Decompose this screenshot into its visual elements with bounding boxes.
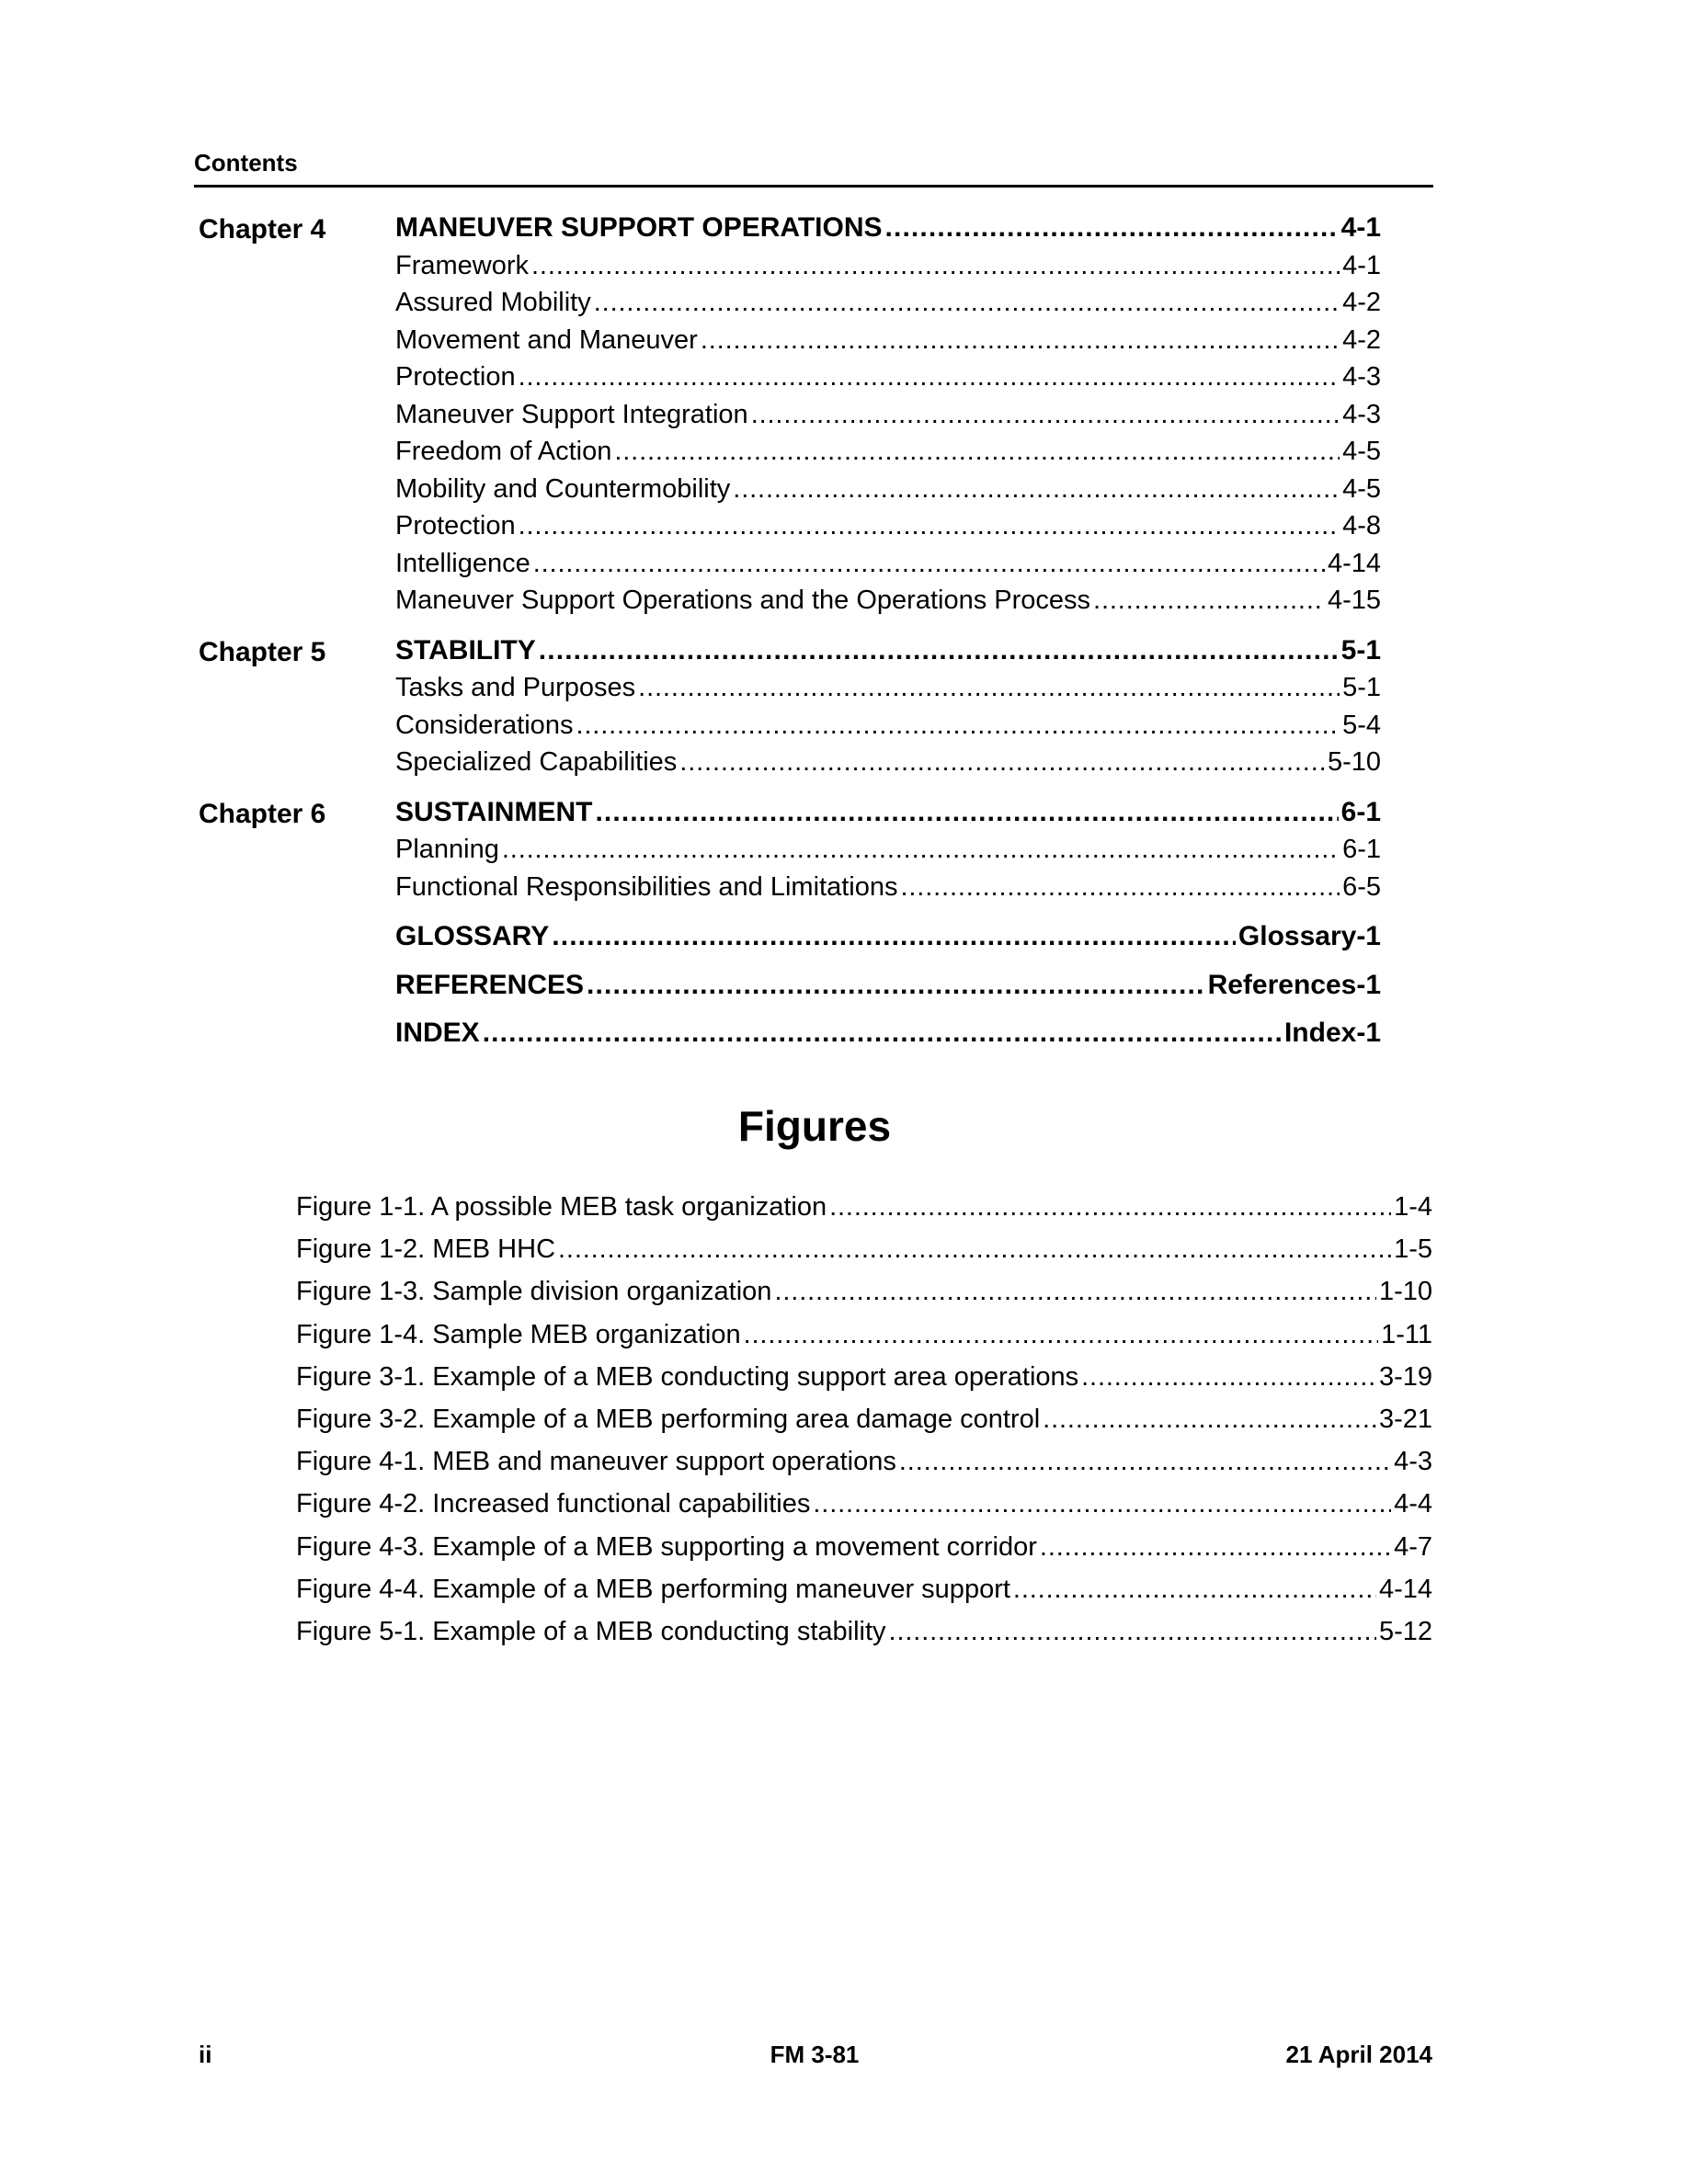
figure-entry[interactable] xyxy=(296,1228,1432,1270)
running-head: Contents xyxy=(194,149,1433,188)
dot-leader xyxy=(701,322,1340,359)
list-of-figures xyxy=(296,1186,1432,1653)
chapter-entries xyxy=(395,794,1381,906)
figure-entry[interactable] xyxy=(296,1186,1432,1228)
publication-id: FM 3-81 xyxy=(770,2041,860,2068)
entry-page: 6-5 xyxy=(1342,871,1381,902)
entry-title: Maneuver Support Operations and the Operations Process xyxy=(395,586,1091,615)
entry-page: 4-3 xyxy=(1342,399,1381,429)
dot-leader xyxy=(502,831,1340,869)
entry-title: Movement and Maneuver xyxy=(395,324,698,355)
entry-title: Figure 4-3. Example of a MEB supporting a movement corridor xyxy=(296,1531,1037,1562)
dot-leader xyxy=(638,669,1340,707)
dot-leader xyxy=(595,794,1338,832)
entry-title: Figure 4-4. Example of a MEB performing maneuver support xyxy=(296,1574,1010,1604)
toc-entry[interactable] xyxy=(395,433,1381,471)
entry-title: Framework xyxy=(395,250,530,280)
toc-entry[interactable] xyxy=(395,582,1381,620)
entry-page: 4-2 xyxy=(1342,288,1381,317)
dot-leader xyxy=(519,358,1340,396)
dot-leader xyxy=(774,1270,1376,1313)
entry-title: Figure 4-1. MEB and maneuver support operations xyxy=(296,1447,896,1477)
toc-entry[interactable] xyxy=(395,831,1381,869)
entry-title: Assured Mobility xyxy=(395,288,591,317)
toc-entry[interactable] xyxy=(395,869,1381,906)
chapter-entries xyxy=(395,632,1381,781)
entry-page: 6-1 xyxy=(1342,835,1381,864)
dot-leader xyxy=(744,1314,1379,1356)
entry-page: 4-14 xyxy=(1327,548,1381,578)
entry-page: Index-1 xyxy=(1283,1018,1381,1048)
dot-leader xyxy=(900,869,1340,906)
toc-chapter-4 xyxy=(0,210,1688,620)
dot-leader xyxy=(519,507,1340,545)
entry-title: Figure 1-2. MEB HHC xyxy=(296,1234,556,1265)
chapter-title-entry[interactable] xyxy=(395,210,1381,247)
entry-page: 4-3 xyxy=(1342,362,1381,392)
entry-title: Figure 3-2. Example of a MEB performing area damage control xyxy=(296,1404,1041,1434)
entry-page: 3-21 xyxy=(1378,1404,1432,1434)
toc-entry[interactable] xyxy=(395,707,1381,745)
entry-title: MANEUVER SUPPORT OPERATIONS xyxy=(395,212,883,243)
figure-entry[interactable] xyxy=(296,1440,1432,1483)
dot-leader xyxy=(885,210,1339,247)
toc-entry[interactable] xyxy=(395,247,1381,285)
entry-title: Maneuver Support Integration xyxy=(395,399,748,429)
dot-leader xyxy=(594,284,1340,322)
entry-title: Figure 3-1. Example of a MEB conducting support area operations xyxy=(296,1361,1079,1392)
table-of-contents xyxy=(0,210,1688,1064)
toc-chapter-5 xyxy=(0,632,1688,781)
dot-leader xyxy=(679,744,1325,781)
entry-page: 4-1 xyxy=(1342,250,1381,280)
chapter-label: Chapter 5 xyxy=(199,636,326,667)
dot-leader xyxy=(552,918,1236,956)
figure-entry[interactable] xyxy=(296,1314,1432,1356)
figure-entry[interactable] xyxy=(296,1568,1432,1610)
entry-page: 4-7 xyxy=(1394,1531,1432,1562)
dot-leader xyxy=(576,707,1340,745)
entry-page: 1-5 xyxy=(1394,1234,1432,1265)
dot-leader xyxy=(813,1483,1391,1525)
dot-leader xyxy=(539,632,1339,670)
entry-title: GLOSSARY xyxy=(395,921,550,951)
entry-page: 1-10 xyxy=(1378,1277,1432,1307)
page-number: ii xyxy=(199,2041,212,2068)
dot-leader xyxy=(558,1228,1391,1270)
entry-page: 4-14 xyxy=(1378,1574,1432,1604)
entry-page: 5-12 xyxy=(1378,1616,1432,1646)
entry-title: Figure 1-4. Sample MEB organization xyxy=(296,1319,741,1349)
entry-title: Figure 5-1. Example of a MEB conducting stability xyxy=(296,1616,886,1646)
dot-leader xyxy=(1043,1398,1376,1440)
entry-page: 1-4 xyxy=(1394,1192,1432,1222)
toc-entry[interactable] xyxy=(395,396,1381,434)
dot-leader xyxy=(899,1440,1391,1483)
chapter-label: Chapter 6 xyxy=(199,798,326,829)
dot-leader xyxy=(587,967,1205,1005)
entry-title: SUSTAINMENT xyxy=(395,796,593,827)
entry-page: 4-5 xyxy=(1342,473,1381,504)
entry-page: 5-1 xyxy=(1340,634,1381,665)
entry-title: Protection xyxy=(395,511,516,540)
dot-leader xyxy=(1081,1356,1376,1398)
backmatter-entry-references[interactable] xyxy=(395,967,1381,1005)
entry-page: 5-1 xyxy=(1342,673,1381,702)
toc-entry[interactable] xyxy=(395,284,1381,322)
toc-entry[interactable] xyxy=(395,471,1381,508)
entry-page: 4-15 xyxy=(1327,586,1381,615)
figures-heading: Figures xyxy=(737,1102,892,1150)
entry-page: 5-10 xyxy=(1327,747,1381,777)
toc-entry[interactable] xyxy=(395,358,1381,396)
toc-entry[interactable] xyxy=(395,322,1381,359)
entry-page: 4-2 xyxy=(1342,324,1381,355)
figure-entry[interactable] xyxy=(296,1526,1432,1568)
backmatter-entry-glossary[interactable] xyxy=(395,918,1381,956)
entry-title: Figure 1-3. Sample division organization xyxy=(296,1277,772,1307)
dot-leader xyxy=(614,433,1340,471)
chapter-title-entry[interactable] xyxy=(395,632,1381,670)
entry-page: 3-19 xyxy=(1378,1361,1432,1392)
figure-entry[interactable] xyxy=(296,1398,1432,1440)
dot-leader xyxy=(829,1186,1391,1228)
figure-entry[interactable] xyxy=(296,1356,1432,1398)
entry-title: Functional Responsibilities and Limitations xyxy=(395,871,898,902)
entry-title: STABILITY xyxy=(395,634,536,665)
entry-title: Specialized Capabilities xyxy=(395,747,678,777)
entry-title: Protection xyxy=(395,362,516,392)
dot-leader xyxy=(751,396,1340,434)
dot-leader xyxy=(533,545,1325,583)
dot-leader xyxy=(889,1610,1376,1653)
dot-leader xyxy=(483,1015,1282,1052)
toc-entry[interactable] xyxy=(395,744,1381,781)
backmatter-entry-index[interactable] xyxy=(395,1015,1381,1052)
entry-title: Freedom of Action xyxy=(395,437,612,466)
entry-page: 1-11 xyxy=(1381,1319,1432,1349)
figure-entry[interactable] xyxy=(296,1483,1432,1525)
entry-title: Considerations xyxy=(395,710,574,740)
dot-leader xyxy=(1093,582,1325,620)
chapter-label: Chapter 4 xyxy=(199,214,326,245)
entry-page: 4-1 xyxy=(1340,212,1381,243)
dot-leader xyxy=(1040,1526,1391,1568)
toc-entry[interactable] xyxy=(395,669,1381,707)
toc-entry[interactable] xyxy=(395,545,1381,583)
dot-leader xyxy=(531,247,1340,285)
entry-page: 4-5 xyxy=(1342,437,1381,466)
dot-leader xyxy=(1013,1568,1376,1610)
publication-date: 21 April 2014 xyxy=(1285,2041,1432,2068)
figure-entry[interactable] xyxy=(296,1270,1432,1313)
entry-page: 5-4 xyxy=(1342,710,1381,740)
entry-title: REFERENCES xyxy=(395,969,585,1000)
entry-title: Intelligence xyxy=(395,548,530,578)
backmatter-list xyxy=(395,918,1381,1052)
dot-leader xyxy=(733,471,1340,508)
entry-title: Planning xyxy=(395,835,499,864)
entry-page: 6-1 xyxy=(1340,796,1381,827)
entry-title: Figure 4-2. Increased functional capabilities xyxy=(296,1489,811,1519)
chapter-entries xyxy=(395,210,1381,620)
toc-entry[interactable] xyxy=(395,507,1381,545)
entry-title: Figure 1-1. A possible MEB task organization xyxy=(296,1192,827,1222)
toc-chapter-6 xyxy=(0,794,1688,906)
chapter-title-entry[interactable] xyxy=(395,794,1381,832)
entry-page: Glossary-1 xyxy=(1237,921,1381,951)
entry-page: References-1 xyxy=(1207,969,1381,1000)
entry-page: 4-8 xyxy=(1342,511,1381,540)
figure-entry[interactable] xyxy=(296,1610,1432,1653)
entry-page: 4-4 xyxy=(1394,1489,1432,1519)
entry-title: Mobility and Countermobility xyxy=(395,473,731,504)
entry-page: 4-3 xyxy=(1394,1447,1432,1477)
entry-title: INDEX xyxy=(395,1018,480,1048)
entry-title: Tasks and Purposes xyxy=(395,673,636,702)
